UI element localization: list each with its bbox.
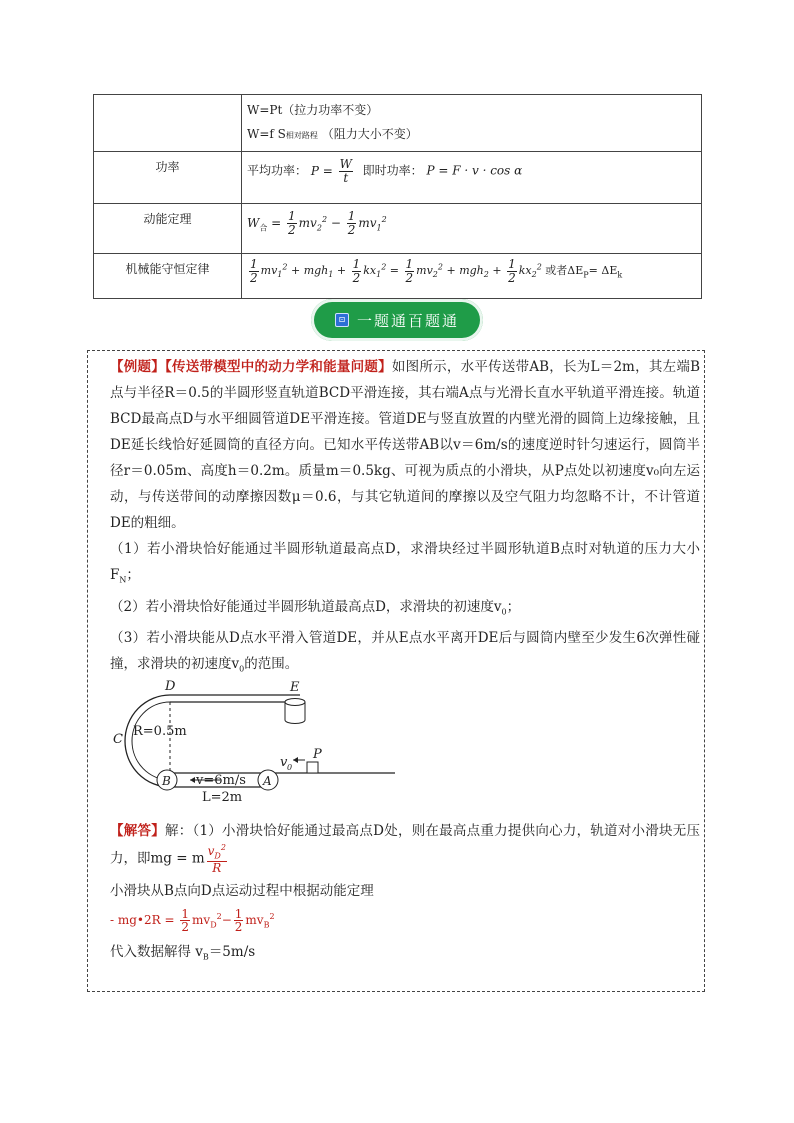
- mech-eq: = ΔE: [588, 264, 618, 278]
- answer-section: [110, 818, 700, 970]
- answer-frac-vD-R: $\frac{v_D^2}{R}$: [207, 843, 226, 875]
- label-E: E: [290, 680, 300, 695]
- answer-equation: - mg•2R = $\frac{1}{2}$ $mv_D^2-$ $\frac{1}{2}$ $mv_B^2$: [110, 906, 275, 935]
- badge-text: 一题通百题通: [356, 311, 459, 330]
- mechanical-energy-formula: $\frac{1}{2}$ $mv_1^2 + mgh_1$ + $\frac{1}{2}$ $kx_1^2$ = $\frac{1}{2}$ $mv_2^2 + mgh_2$ + $\frac{1}{2}$ $kx_2^2$ 或者$\Delta E_P= \Delta E_k$: [242, 254, 702, 299]
- power-avg-formula: P = $\frac{W}{t}$: [310, 157, 352, 185]
- badge-icon: ⊡: [335, 313, 349, 327]
- example-tag: 【例题】【传送带模型中的动力学和能量问题】: [110, 359, 392, 375]
- kinetic-energy-formula: $W_合$ = $\frac{1}{2}$ $mv_2^2$ − $\frac{1}{2}$ $mv_1^2$: [242, 204, 702, 254]
- label-v0-sub: 0: [287, 763, 293, 772]
- work-formula-friction: [247, 123, 696, 147]
- block-P: [307, 762, 318, 773]
- question-1: （1）若小滑块恰好能通过半圆形轨道最高点D，求滑块经过半圆形轨道B点时对轨道的压力大小$F_N$；: [110, 541, 700, 585]
- work-formula-fs: W=f S: [247, 127, 286, 141]
- conveyor-diagram: [110, 680, 400, 810]
- label-D: D: [165, 680, 176, 694]
- answer-line-1: [110, 818, 700, 874]
- table-cell-empty: [94, 95, 242, 152]
- table-row: [94, 204, 702, 254]
- answer-text-1: 解：（1）小滑块恰好能通过最高点D处，则在最高点重力提供向心力，轨道对小滑块无压力，即mg = m: [110, 823, 700, 867]
- answer-eq-left: - mg•2R =: [110, 913, 175, 928]
- power-inst-label: 即时功率：: [362, 163, 423, 178]
- table-row: [94, 152, 702, 204]
- problem-intro: 如图所示，水平传送带AB，长为L＝2m，其左端B点与半径R＝0.5的半圆形竖直轨道BCD平滑连接，其右端A点与光滑长直水平轨道平滑连接。轨道BCD最高点D与水平细圆管道DE平滑连接。管道DE与竖直放置的内壁光滑的圆筒上边缘接触，且DE延长线恰好延圆筒的直径方向。已知水平传送带AB以v＝6m/s的速度逆时针匀速运行，圆筒半径r＝0.05m、高度h＝0.2m。质量m＝0.5kg、可视为质点的小滑块，从P点处以初速度v₀向左运动，与传送带间的动摩擦因数μ＝0.6，与其它轨道间的摩擦以及空气阻力均忽略不计，不计管道DE的粗细。: [110, 359, 700, 531]
- answer-line-2: 小滑块从B点向D点运动过程中根据动能定理: [110, 883, 374, 900]
- example-problem: [110, 354, 700, 683]
- label-C: C: [113, 732, 123, 747]
- semicircle-track-inner: [132, 702, 170, 780]
- work-formula-power: W=Pt（拉力功率不变）: [247, 103, 379, 117]
- power-inst-formula: P = F · v · cos α: [426, 163, 523, 178]
- label-L: L=2m: [202, 790, 243, 805]
- label-R: R=0.5m: [133, 724, 187, 739]
- answer-tag: 【解答】: [110, 823, 165, 839]
- work-formula-note: （阻力大小不变）: [321, 127, 418, 141]
- label-P: P: [313, 747, 322, 762]
- kinetic-energy-theorem-label: 动能定理: [94, 204, 242, 254]
- question-2: （2）若小滑块恰好能通过半圆形轨道最高点D，求滑块的初速度$v_0$；: [110, 598, 521, 617]
- mech-or: 或者ΔE: [545, 264, 584, 278]
- formula-table: [93, 94, 702, 299]
- mechanical-energy-label: 机械能守恒定律: [94, 254, 242, 299]
- table-row: [94, 95, 702, 152]
- work-formula-subscript: 相对路程: [285, 131, 318, 140]
- cylinder-top: [285, 699, 305, 706]
- v0-arrow-head: [293, 757, 298, 763]
- mech-k-sub: k: [617, 270, 623, 280]
- power-formula-cell: [242, 152, 702, 204]
- power-avg-label: 平均功率：: [247, 163, 308, 178]
- power-label: 功率: [94, 152, 242, 204]
- label-B: B: [162, 774, 171, 788]
- table-row: [94, 254, 702, 299]
- label-belt-v: v=6m/s: [196, 773, 246, 788]
- question-3: （3）若小滑块能从D点水平滑入管道DE，并从E点水平离开DE后与圆筒内壁至少发生6次弹性碰撞，求滑块的初速度$v_0$的范围。: [110, 630, 700, 675]
- label-v0: v: [280, 755, 288, 770]
- one-question-badge: [311, 299, 483, 341]
- problem-statement: [110, 354, 700, 536]
- mech-p-sub: P: [583, 270, 589, 280]
- belt-v-arrow-head: [190, 777, 195, 783]
- work-formula-cell: [242, 95, 702, 152]
- label-A: A: [263, 774, 272, 788]
- answer-line-3: 代入数据解得 $v_B=5m/s$: [110, 943, 256, 962]
- cylinder-bottom: [285, 720, 305, 724]
